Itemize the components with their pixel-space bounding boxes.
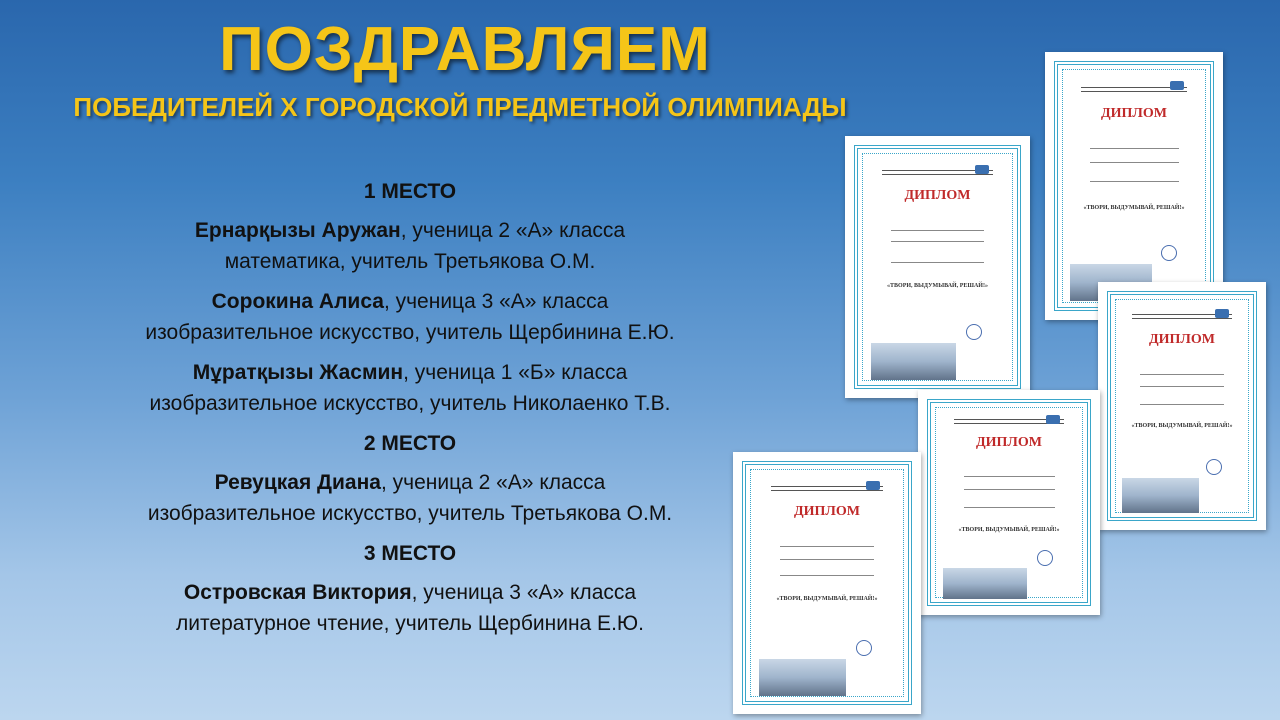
diploma-heading: ДИПЛОМ [904,188,971,204]
diploma-image [1098,282,1266,530]
winner-subject: литературное чтение, учитель Щербинина Е.Ю. [176,612,644,635]
winner-class: , ученица 3 «А» класса [383,290,609,313]
winner-name: Ернарқызы Аружан [194,219,401,242]
winner-entry [40,286,780,348]
diploma-image [1045,52,1223,320]
diploma-motto: «ТВОРИ, ВЫДУМЫВАЙ, РЕШАЙ!» [1083,204,1185,211]
diploma-motto: «ТВОРИ, ВЫДУМЫВАЙ, РЕШАЙ!» [887,282,988,289]
building-photo [871,343,956,380]
page-subtitle: ПОБЕДИТЕЛЕЙ X ГОРОДСКОЙ ПРЕДМЕТНОЙ ОЛИМПИАДЫ [73,92,847,122]
university-logo-icon [1215,309,1229,318]
place-heading-first: 1 МЕСТО [363,180,457,203]
winner-entry [40,577,780,639]
place-heading-second: 2 МЕСТО [363,432,457,455]
university-logo-icon [975,165,989,174]
building-photo [943,568,1027,600]
winner-name: Островская Виктория [183,581,412,604]
diploma-motto: «ТВОРИ, ВЫДУМЫВАЙ, РЕШАЙ!» [1131,423,1233,430]
university-logo-icon [1046,415,1060,424]
building-photo [1122,478,1199,513]
winner-name: Мұратқызы Жасмин [192,361,404,384]
diploma-heading: ДИПЛОМ [794,504,860,520]
page-title: ПОЗДРАВЛЯЕМ [219,15,711,84]
diploma-heading: ДИПЛОМ [1101,105,1167,121]
university-logo-icon [866,481,880,490]
winner-entry [40,357,780,419]
diploma-image [918,390,1100,615]
winner-name: Ревуцкая Диана [214,471,381,494]
diploma-motto: «ТВОРИ, ВЫДУМЫВАЙ, РЕШАЙ!» [958,527,1060,534]
winner-subject: изобразительное искусство, учитель Щербинина Е.Ю. [145,321,675,344]
seal-icon [1037,550,1053,566]
place-heading-third: 3 МЕСТО [363,542,457,565]
diploma-heading: ДИПЛОМ [1149,331,1215,347]
seal-icon [1161,245,1177,261]
winner-class: , ученица 2 «А» класса [400,219,626,242]
diploma-image [845,136,1030,398]
diploma-heading: ДИПЛОМ [976,435,1042,450]
university-logo-icon [1170,81,1184,90]
results-list [40,172,780,648]
diploma-motto: «ТВОРИ, ВЫДУМЫВАЙ, РЕШАЙ!» [776,596,878,603]
winner-subject: математика, учитель Третьякова О.М. [224,250,596,273]
diploma-image [733,452,921,714]
winner-class: , ученица 1 «Б» класса [403,361,628,384]
building-photo [759,659,846,696]
winner-class: , ученица 3 «А» класса [411,581,637,604]
winner-class: , ученица 2 «А» класса [380,471,606,494]
winner-name: Сорокина Алиса [211,290,384,313]
winner-entry [40,467,780,529]
winner-subject: изобразительное искусство, учитель Третьякова О.М. [147,502,673,525]
winner-entry [40,215,780,277]
winner-subject: изобразительное искусство, учитель Николаенко Т.В. [149,392,671,415]
